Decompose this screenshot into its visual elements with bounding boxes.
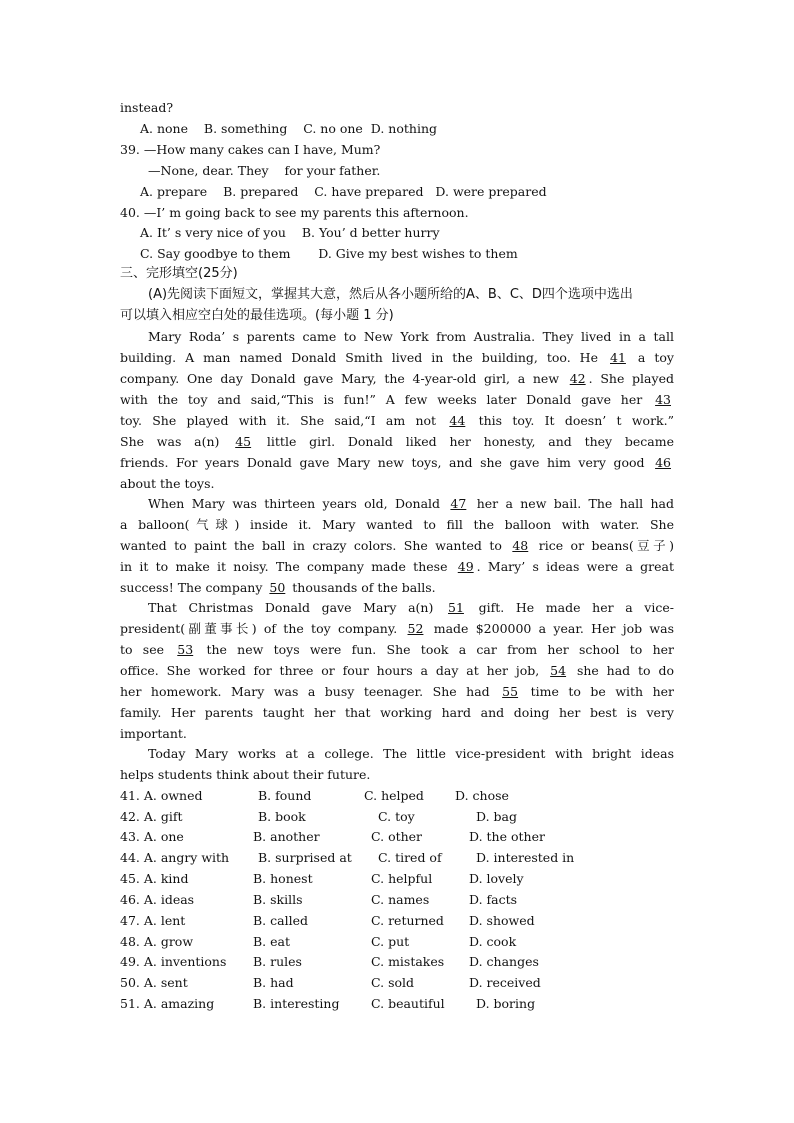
passage-line: company. One day Donald gave Mary, the 4-year-old girl, a new 42 . She played: [120, 369, 674, 390]
section-instructions-1: (A)先阅读下面短文，掌握其大意，然后从各小题所给的A、B、C、D四个选项中选出: [148, 287, 633, 302]
blank-50: 50: [269, 580, 286, 595]
blank-49: 49: [457, 559, 474, 574]
passage-line: wanted to paint the ball in crazy colors. She wanted to 48 rice or beans(豆子): [120, 536, 674, 557]
q40-options-1: A. It’ s very nice of you B. You’ d better hurry: [140, 225, 440, 240]
passage-line: Today Mary works at a college. The little vice-president with bright ideas: [148, 746, 674, 761]
q39-answer-line: —None, dear. They for your father.: [148, 163, 381, 178]
exam-page: instead? A. none B. something C. no one D. nothing 39. —How many cakes can I have, Mum? —None, dear. They for your father. A. prepare B. prepared C. have prepared D. were prepared 40. —I’ m going back to see my parents this afternoon. A. It’ s very nice of you B. You’ d better hurry C. Say goodbye to them D. Give my best wishes to them 三、完形填空(25分) (A)先阅读下面短文，掌握其大意，然后从各小题所给的A、B、C、D四个选项中选出 可以填入相应空白处的最佳选项。(每小题 1 分) Mary Roda’ s parents came to New York from Australia. They lived in a tall building. A man named Donald Smith lived in the building, too. He 41 a toy company. One day Donald gave Mary, the 4-year-old girl, a new 42 . She played with the toy and said,“This is fun!” A few weeks later Donald gave her 43 toy. She played with it. She said,“I am not 44 this toy. It doesn’ t work.” She was a(n) 45 little girl. Donald liked her honesty, and they became friends. For years Donald gave Mary new toys, and she gave him very good 46 about the toys. When Mary was thirteen years old, Donald 47 her a new bail. The hall had a balloon(气球) inside it. Mary wanted to fill the balloon with water. She wanted to paint the ball in crazy colors. She wanted to 48 rice or beans(豆子) in it to make it noisy. The company made these 49 . Mary’ s ideas were a great success! The company 50 thousands of the balls. That Christmas Donald gave Mary a(n) 51 gift. He made her a vice- president(副董事长) of the toy company. 52 made $200000 a year. Her job was to see 53 the new toys were fun. She took a car from her school to her office. She worked for three or four hours a day at her job, 54 she had to do her homework. Mary was a busy teenager. She had 55 time to be with her family. Her parents taught her that working hard and doing her best is very important. Today Mary works at a college. The little vice-president with bright ideas helps students think about their future. 41. A. owned B. found C. helped D. chose 42. A. gift B. book C. toy D. bag 43. A. one B. another C. other D. the other 44. A. angry with B. surprised at C. tired of D. interested in 45. A. kind B. honest C. helpful D. lovely 46. A. ideas B. skills C. names D. facts 47. A. lent B. called C. returned D. showed 48. A. grow B. eat C. put D. cook 49. A. inventions B. rules C. mistakes D. changes 50. A. sent B. had C. sold D. received 51. A. amazing B. interesting C. beautiful D. boring: [120, 100, 675, 1011]
blank-51: 51: [448, 600, 464, 615]
q39-question: 39. —How many cakes can I have, Mum?: [120, 142, 381, 157]
blank-48: 48: [512, 538, 529, 553]
passage-line: in it to make it noisy. The company made these 49 . Mary’ s ideas were a great: [120, 557, 674, 578]
blank-55: 55: [502, 684, 519, 699]
passage-line: president(副董事长) of the toy company. 52 made $200000 a year. Her job was: [120, 619, 674, 640]
q39-options: A. prepare B. prepared C. have prepared D. were prepared: [140, 184, 547, 199]
passage-line: important.: [120, 726, 187, 741]
section-heading: 三、完形填空(25分): [120, 266, 238, 281]
passage-line: toy. She played with it. She said,“I am not 44 this toy. It doesn’ t work.”: [120, 411, 674, 432]
passage-line: That Christmas Donald gave Mary a(n) 51 gift. He made her a vice-: [148, 598, 674, 619]
passage-line: When Mary was thirteen years old, Donald 47 her a new bail. The hall had: [148, 494, 674, 515]
q38-tail-line: instead?: [120, 100, 174, 115]
passage-line: helps students think about their future.: [120, 767, 371, 782]
blank-47: 47: [450, 496, 467, 511]
section-instructions-2: 可以填入相应空白处的最佳选项。(每小题 1 分): [120, 308, 394, 323]
blank-53: 53: [177, 642, 194, 657]
blank-43: 43: [655, 392, 671, 407]
blank-52: 52: [407, 621, 424, 636]
passage-line: Mary Roda’ s parents came to New York from Australia. They lived in a tall: [148, 329, 674, 344]
passage-line: building. A man named Donald Smith lived in the building, too. He 41 a toy: [120, 348, 674, 369]
passage-line: a balloon(气球) inside it. Mary wanted to fill the balloon with water. She: [120, 517, 674, 532]
q38-options: A. none B. something C. no one D. nothing: [140, 121, 437, 136]
q40-question: 40. —I’ m going back to see my parents this afternoon.: [120, 205, 469, 220]
q40-options-2: C. Say goodbye to them D. Give my best wishes to them: [140, 246, 518, 261]
passage-line: family. Her parents taught her that working hard and doing her best is very: [120, 705, 674, 720]
blank-46: 46: [655, 455, 671, 470]
blank-54: 54: [550, 663, 567, 678]
passage-line: friends. For years Donald gave Mary new toys, and she gave him very good 46: [120, 453, 674, 474]
passage-line: with the toy and said,“This is fun!” A few weeks later Donald gave her 43: [120, 390, 674, 411]
blank-42: 42: [569, 371, 586, 386]
passage-line: her homework. Mary was a busy teenager. She had 55 time to be with her: [120, 682, 674, 703]
passage-line: office. She worked for three or four hours a day at her job, 54 she had to do: [120, 661, 674, 682]
blank-44: 44: [449, 413, 466, 428]
passage-line: to see 53 the new toys were fun. She took a car from her school to her: [120, 640, 674, 661]
passage-line: about the toys.: [120, 476, 215, 491]
blank-45: 45: [235, 434, 252, 449]
passage-line: She was a(n) 45 little girl. Donald liked her honesty, and they became: [120, 432, 674, 453]
blank-41: 41: [610, 350, 626, 365]
passage-line: success! The company 50 thousands of the balls.: [120, 578, 436, 599]
